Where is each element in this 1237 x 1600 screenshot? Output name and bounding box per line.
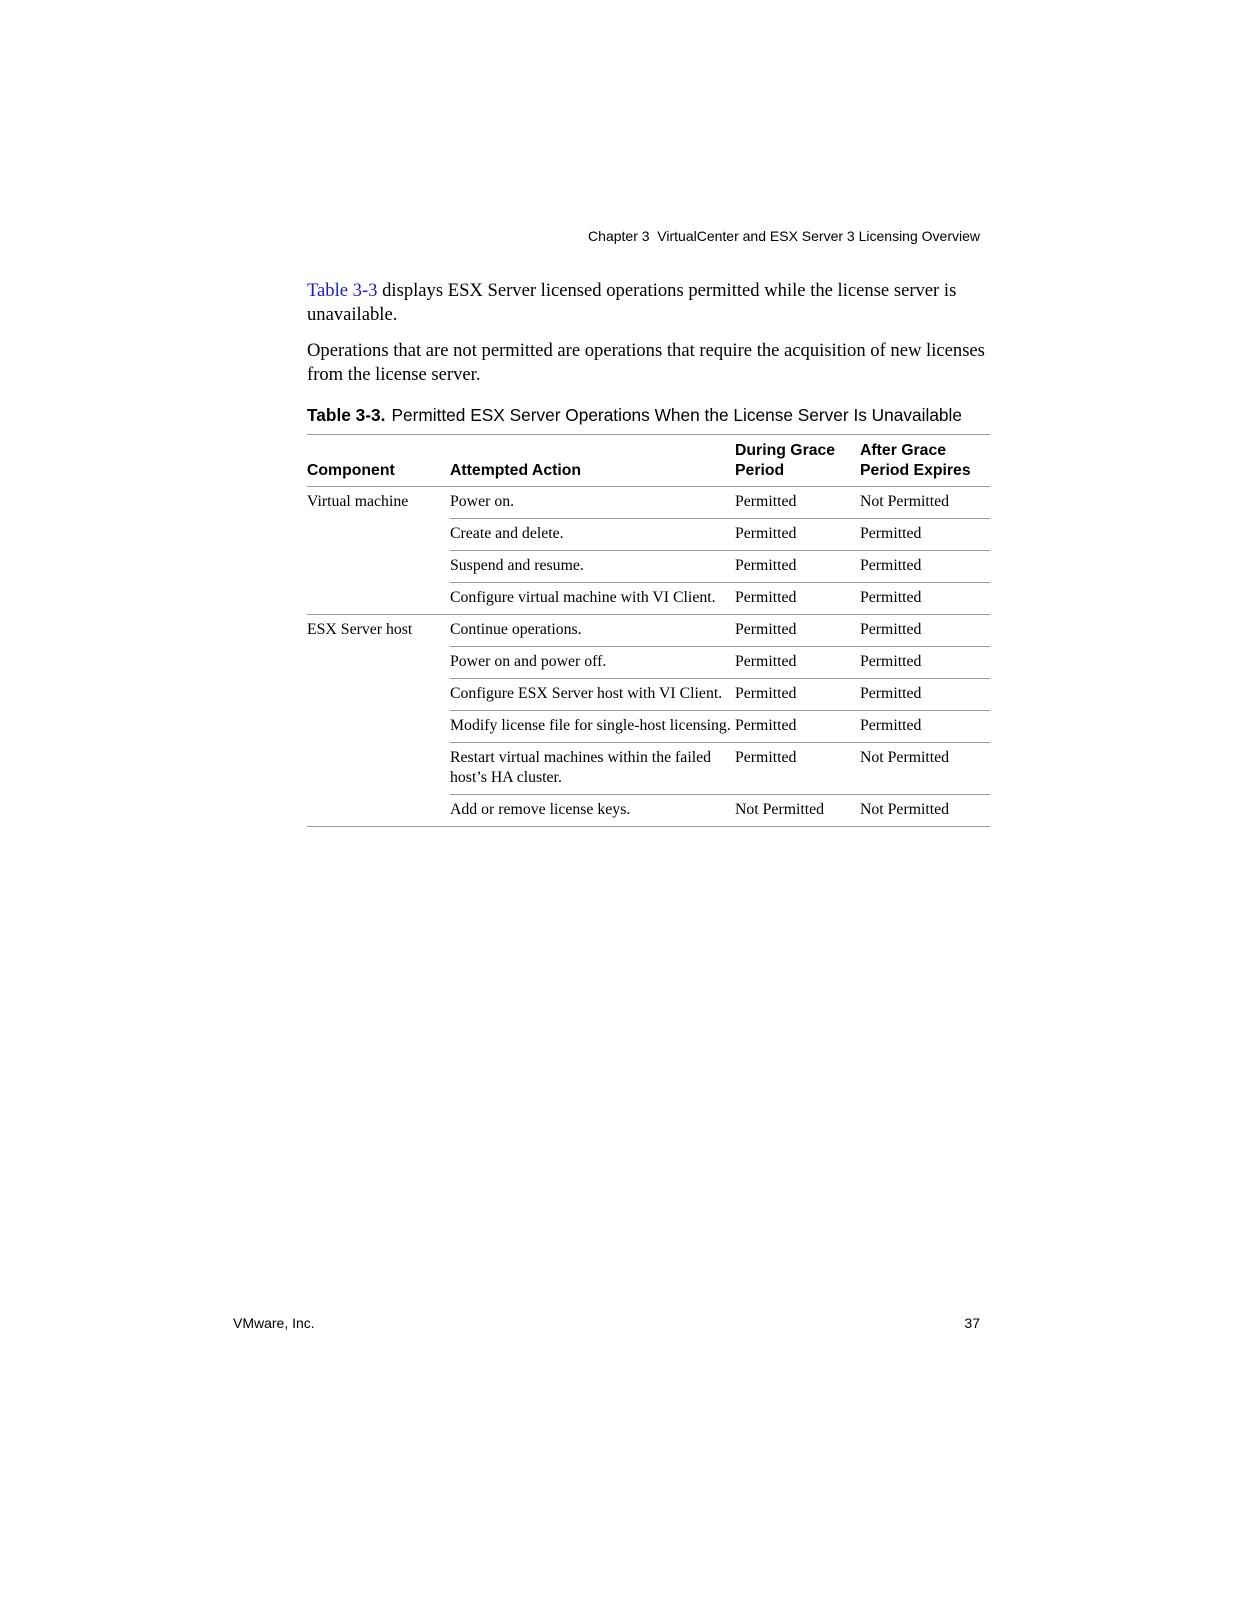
table-caption-title: Permitted ESX Server Operations When the License Server Is Unavailable <box>391 405 962 425</box>
table-row <box>307 487 990 519</box>
after-grace-cell: Permitted <box>860 679 990 711</box>
attempted-action-cell: Power on and power off. <box>450 647 735 679</box>
attempted-action-cell: Power on. <box>450 487 735 519</box>
header-attempted-action: Attempted Action <box>450 435 735 487</box>
table-header-row <box>307 435 990 487</box>
operations-paragraph: Operations that are not permitted are operations that require the acquisition of new licenses from the license server. <box>307 340 985 385</box>
attempted-action-cell: Continue operations. <box>450 615 735 647</box>
operations-table <box>307 434 990 827</box>
header-component: Component <box>307 435 450 487</box>
intro-paragraph <box>307 279 990 327</box>
table-body <box>307 487 990 827</box>
during-grace-cell: Permitted <box>735 711 860 743</box>
footer-page-number: 37 <box>964 1315 980 1331</box>
after-grace-cell: Permitted <box>860 711 990 743</box>
after-grace-cell: Permitted <box>860 551 990 583</box>
during-grace-cell: Permitted <box>735 615 860 647</box>
attempted-action-cell: Suspend and resume. <box>450 551 735 583</box>
during-grace-cell: Permitted <box>735 519 860 551</box>
attempted-action-cell: Add or remove license keys. <box>450 795 735 827</box>
attempted-action-cell: Create and delete. <box>450 519 735 551</box>
after-grace-cell: Permitted <box>860 615 990 647</box>
page-content <box>307 279 990 827</box>
component-cell: Virtual machine <box>307 487 450 615</box>
after-grace-cell: Permitted <box>860 519 990 551</box>
header-during-grace-period: During Grace Period <box>735 435 860 487</box>
attempted-action-cell: Configure ESX Server host with VI Client. <box>450 679 735 711</box>
during-grace-cell: Permitted <box>735 583 860 615</box>
header-after-grace-period-expires: After Grace Period Expires <box>860 435 990 487</box>
during-grace-cell: Not Permitted <box>735 795 860 827</box>
attempted-action-cell: Configure virtual machine with VI Client. <box>450 583 735 615</box>
after-grace-cell: Permitted <box>860 647 990 679</box>
table-caption-number: Table 3-3. <box>307 405 386 425</box>
during-grace-cell: Permitted <box>735 647 860 679</box>
component-cell: ESX Server host <box>307 615 450 827</box>
attempted-action-cell: Modify license file for single-host licensing. <box>450 711 735 743</box>
after-grace-cell: Not Permitted <box>860 795 990 827</box>
after-grace-cell: Not Permitted <box>860 743 990 795</box>
attempted-action-cell: Restart virtual machines within the failed host’s HA cluster. <box>450 743 735 795</box>
during-grace-cell: Permitted <box>735 679 860 711</box>
during-grace-cell: Permitted <box>735 551 860 583</box>
table-caption <box>307 405 990 426</box>
table-row <box>307 615 990 647</box>
during-grace-cell: Permitted <box>735 743 860 795</box>
running-header: Chapter 3 VirtualCenter and ESX Server 3 Licensing Overview <box>588 228 980 244</box>
footer-company: VMware, Inc. <box>233 1315 315 1331</box>
after-grace-cell: Not Permitted <box>860 487 990 519</box>
during-grace-cell: Permitted <box>735 487 860 519</box>
table-reference-link[interactable]: Table 3-3 <box>307 280 378 301</box>
intro-paragraph-text: displays ESX Server licensed operations permitted while the license server is unavailable. <box>307 280 957 325</box>
after-grace-cell: Permitted <box>860 583 990 615</box>
